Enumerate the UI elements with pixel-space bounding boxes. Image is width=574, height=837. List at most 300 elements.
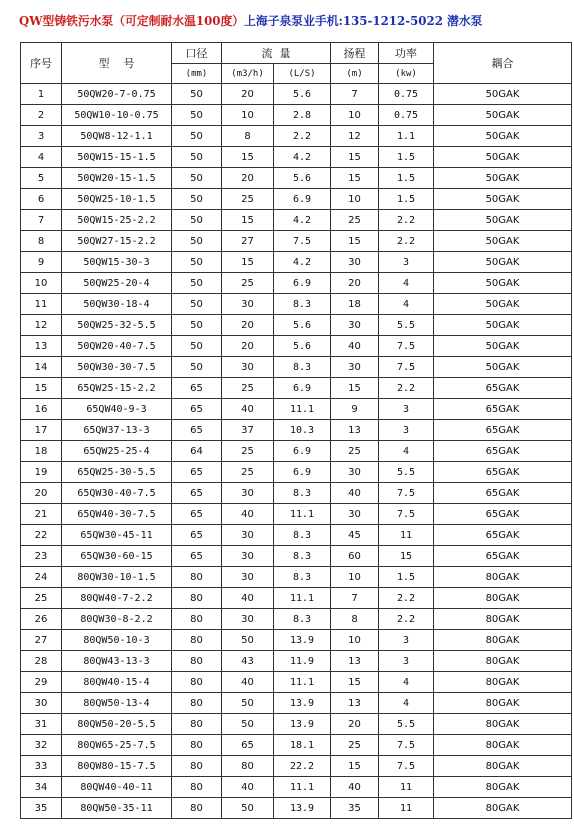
- cell-head: 45: [331, 525, 379, 546]
- table-row: [21, 189, 572, 210]
- cell-caliber: 50: [172, 147, 222, 168]
- cell-flow-m3h: 30: [222, 546, 274, 567]
- cell-model: 80QW50-20-5.5: [62, 714, 172, 735]
- cell-flow-m3h: 40: [222, 588, 274, 609]
- cell-caliber: 50: [172, 273, 222, 294]
- cell-index: 16: [21, 399, 62, 420]
- cell-index: 4: [21, 147, 62, 168]
- cell-head: 10: [331, 567, 379, 588]
- cell-flow-m3h: 40: [222, 672, 274, 693]
- cell-index: 17: [21, 420, 62, 441]
- cell-flow-m3h: 50: [222, 630, 274, 651]
- cell-head: 25: [331, 210, 379, 231]
- table-row: [21, 210, 572, 231]
- cell-flow-m3h: 25: [222, 378, 274, 399]
- cell-flow-ls: 13.9: [274, 714, 331, 735]
- cell-model: 50QW15-15-1.5: [62, 147, 172, 168]
- cell-flow-ls: 4.2: [274, 210, 331, 231]
- cell-flow-ls: 8.3: [274, 567, 331, 588]
- cell-coupling: 50GAK: [434, 105, 572, 126]
- cell-coupling: 80GAK: [434, 756, 572, 777]
- cell-flow-ls: 11.1: [274, 399, 331, 420]
- cell-power: 4: [379, 693, 434, 714]
- cell-head: 15: [331, 672, 379, 693]
- cell-index: 33: [21, 756, 62, 777]
- table-row: [21, 756, 572, 777]
- cell-coupling: 80GAK: [434, 651, 572, 672]
- cell-index: 8: [21, 231, 62, 252]
- cell-index: 15: [21, 378, 62, 399]
- cell-power: 5.5: [379, 714, 434, 735]
- cell-head: 15: [331, 147, 379, 168]
- table-row: [21, 651, 572, 672]
- cell-flow-m3h: 50: [222, 798, 274, 819]
- cell-flow-ls: 6.9: [274, 378, 331, 399]
- table-row: [21, 714, 572, 735]
- cell-head: 30: [331, 315, 379, 336]
- cell-flow-ls: 6.9: [274, 462, 331, 483]
- cell-coupling: 65GAK: [434, 441, 572, 462]
- cell-head: 10: [331, 630, 379, 651]
- cell-power: 7.5: [379, 483, 434, 504]
- cell-head: 40: [331, 336, 379, 357]
- cell-coupling: 80GAK: [434, 735, 572, 756]
- cell-index: 31: [21, 714, 62, 735]
- cell-model: 50QW25-32-5.5: [62, 315, 172, 336]
- cell-power: 3: [379, 651, 434, 672]
- cell-coupling: 50GAK: [434, 273, 572, 294]
- cell-model: 65QW25-15-2.2: [62, 378, 172, 399]
- cell-flow-ls: 8.3: [274, 609, 331, 630]
- cell-model: 80QW80-15-7.5: [62, 756, 172, 777]
- cell-caliber: 50: [172, 210, 222, 231]
- cell-caliber: 65: [172, 504, 222, 525]
- cell-index: 20: [21, 483, 62, 504]
- cell-model: 65QW30-45-11: [62, 525, 172, 546]
- table-row: [21, 294, 572, 315]
- cell-model: 65QW40-30-7.5: [62, 504, 172, 525]
- table-row: [21, 147, 572, 168]
- cell-model: 50QW25-20-4: [62, 273, 172, 294]
- cell-flow-m3h: 30: [222, 609, 274, 630]
- cell-head: 15: [331, 231, 379, 252]
- cell-flow-m3h: 50: [222, 693, 274, 714]
- cell-flow-ls: 6.9: [274, 441, 331, 462]
- cell-caliber: 50: [172, 315, 222, 336]
- unit-flow-ls: (L/S): [274, 64, 331, 84]
- cell-coupling: 50GAK: [434, 147, 572, 168]
- title-red-part: QW型铸铁污水泵（可定制耐水温100度）: [19, 14, 245, 28]
- cell-caliber: 80: [172, 693, 222, 714]
- table-row: [21, 315, 572, 336]
- cell-model: 80QW30-8-2.2: [62, 609, 172, 630]
- cell-power: 5.5: [379, 315, 434, 336]
- cell-flow-ls: 5.6: [274, 84, 331, 105]
- cell-caliber: 65: [172, 462, 222, 483]
- cell-flow-m3h: 65: [222, 735, 274, 756]
- cell-coupling: 50GAK: [434, 210, 572, 231]
- cell-flow-ls: 4.2: [274, 147, 331, 168]
- cell-flow-m3h: 80: [222, 756, 274, 777]
- cell-index: 25: [21, 588, 62, 609]
- table-row: [21, 252, 572, 273]
- cell-flow-m3h: 30: [222, 525, 274, 546]
- cell-power: 2.2: [379, 378, 434, 399]
- cell-model: 50QW8-12-1.1: [62, 126, 172, 147]
- table-row: [21, 168, 572, 189]
- cell-head: 7: [331, 588, 379, 609]
- table-row: [21, 273, 572, 294]
- cell-index: 23: [21, 546, 62, 567]
- cell-index: 24: [21, 567, 62, 588]
- cell-flow-ls: 11.1: [274, 777, 331, 798]
- cell-head: 35: [331, 798, 379, 819]
- cell-coupling: 65GAK: [434, 546, 572, 567]
- cell-index: 18: [21, 441, 62, 462]
- cell-head: 30: [331, 357, 379, 378]
- cell-index: 28: [21, 651, 62, 672]
- cell-power: 0.75: [379, 105, 434, 126]
- table-row: [21, 609, 572, 630]
- cell-model: 65QW25-25-4: [62, 441, 172, 462]
- cell-head: 7: [331, 84, 379, 105]
- cell-index: 11: [21, 294, 62, 315]
- cell-flow-ls: 2.8: [274, 105, 331, 126]
- cell-flow-ls: 8.3: [274, 294, 331, 315]
- cell-model: 50QW15-30-3: [62, 252, 172, 273]
- cell-flow-m3h: 43: [222, 651, 274, 672]
- cell-coupling: 80GAK: [434, 609, 572, 630]
- cell-coupling: 50GAK: [434, 231, 572, 252]
- cell-head: 30: [331, 252, 379, 273]
- cell-power: 5.5: [379, 462, 434, 483]
- cell-flow-ls: 8.3: [274, 483, 331, 504]
- cell-caliber: 50: [172, 84, 222, 105]
- cell-flow-ls: 11.1: [274, 672, 331, 693]
- cell-coupling: 80GAK: [434, 567, 572, 588]
- cell-caliber: 50: [172, 336, 222, 357]
- table-row: [21, 630, 572, 651]
- cell-flow-m3h: 25: [222, 189, 274, 210]
- table-row: [21, 693, 572, 714]
- cell-coupling: 50GAK: [434, 252, 572, 273]
- cell-flow-ls: 22.2: [274, 756, 331, 777]
- cell-caliber: 65: [172, 483, 222, 504]
- cell-flow-ls: 5.6: [274, 168, 331, 189]
- cell-flow-m3h: 15: [222, 252, 274, 273]
- cell-power: 11: [379, 777, 434, 798]
- page-title: [19, 6, 571, 36]
- table-row: [21, 441, 572, 462]
- cell-flow-ls: 11.1: [274, 588, 331, 609]
- cell-power: 3: [379, 420, 434, 441]
- cell-coupling: 80GAK: [434, 588, 572, 609]
- cell-power: 7.5: [379, 357, 434, 378]
- cell-flow-ls: 11.9: [274, 651, 331, 672]
- cell-flow-m3h: 40: [222, 777, 274, 798]
- cell-power: 4: [379, 273, 434, 294]
- cell-index: 3: [21, 126, 62, 147]
- table-row: [21, 462, 572, 483]
- cell-coupling: 80GAK: [434, 693, 572, 714]
- cell-power: 1.5: [379, 567, 434, 588]
- table-row: [21, 399, 572, 420]
- cell-caliber: 50: [172, 357, 222, 378]
- table-row: [21, 504, 572, 525]
- cell-flow-ls: 6.9: [274, 189, 331, 210]
- table-body: [21, 84, 572, 819]
- table-row: [21, 336, 572, 357]
- cell-flow-ls: 8.3: [274, 525, 331, 546]
- unit-caliber: (mm): [172, 64, 222, 84]
- cell-power: 7.5: [379, 504, 434, 525]
- cell-power: 1.1: [379, 126, 434, 147]
- cell-flow-ls: 5.6: [274, 315, 331, 336]
- cell-caliber: 65: [172, 546, 222, 567]
- cell-flow-m3h: 15: [222, 147, 274, 168]
- cell-caliber: 50: [172, 294, 222, 315]
- cell-model: 80QW50-13-4: [62, 693, 172, 714]
- cell-caliber: 50: [172, 105, 222, 126]
- cell-index: 7: [21, 210, 62, 231]
- cell-model: 65QW25-30-5.5: [62, 462, 172, 483]
- cell-index: 9: [21, 252, 62, 273]
- cell-head: 13: [331, 693, 379, 714]
- cell-index: 14: [21, 357, 62, 378]
- cell-model: 50QW20-15-1.5: [62, 168, 172, 189]
- cell-coupling: 65GAK: [434, 483, 572, 504]
- cell-coupling: 50GAK: [434, 168, 572, 189]
- table-row: [21, 546, 572, 567]
- cell-head: 40: [331, 483, 379, 504]
- cell-model: 80QW65-25-7.5: [62, 735, 172, 756]
- cell-coupling: 80GAK: [434, 672, 572, 693]
- cell-head: 15: [331, 756, 379, 777]
- cell-coupling: 50GAK: [434, 294, 572, 315]
- cell-flow-m3h: 8: [222, 126, 274, 147]
- header-power: 功率: [379, 43, 434, 64]
- cell-flow-m3h: 20: [222, 315, 274, 336]
- cell-head: 30: [331, 462, 379, 483]
- cell-power: 2.2: [379, 609, 434, 630]
- cell-index: 35: [21, 798, 62, 819]
- cell-flow-ls: 8.3: [274, 357, 331, 378]
- cell-model: 50QW20-40-7.5: [62, 336, 172, 357]
- table-row: [21, 84, 572, 105]
- cell-flow-m3h: 20: [222, 168, 274, 189]
- cell-index: 10: [21, 273, 62, 294]
- table-row: [21, 777, 572, 798]
- cell-model: 50QW27-15-2.2: [62, 231, 172, 252]
- cell-head: 8: [331, 609, 379, 630]
- cell-flow-ls: 5.6: [274, 336, 331, 357]
- cell-index: 1: [21, 84, 62, 105]
- cell-model: 80QW40-15-4: [62, 672, 172, 693]
- cell-index: 29: [21, 672, 62, 693]
- cell-caliber: 80: [172, 714, 222, 735]
- cell-model: 80QW30-10-1.5: [62, 567, 172, 588]
- cell-head: 15: [331, 168, 379, 189]
- cell-caliber: 50: [172, 252, 222, 273]
- cell-model: 50QW15-25-2.2: [62, 210, 172, 231]
- cell-flow-ls: 13.9: [274, 630, 331, 651]
- cell-flow-ls: 6.9: [274, 273, 331, 294]
- header-model: 型 号: [62, 43, 172, 84]
- cell-power: 11: [379, 525, 434, 546]
- cell-index: 6: [21, 189, 62, 210]
- cell-flow-m3h: 40: [222, 504, 274, 525]
- cell-power: 2.2: [379, 588, 434, 609]
- cell-flow-m3h: 15: [222, 210, 274, 231]
- cell-flow-ls: 10.3: [274, 420, 331, 441]
- table-row: [21, 378, 572, 399]
- table-row: [21, 672, 572, 693]
- cell-flow-m3h: 25: [222, 441, 274, 462]
- title-blue-part: 上海子泉泵业手机:135-1212-5022 潜水泵: [244, 14, 483, 28]
- table-row: [21, 105, 572, 126]
- cell-index: 12: [21, 315, 62, 336]
- cell-power: 3: [379, 630, 434, 651]
- cell-coupling: 65GAK: [434, 462, 572, 483]
- table-header-row: [21, 43, 572, 64]
- cell-caliber: 65: [172, 378, 222, 399]
- unit-head: (m): [331, 64, 379, 84]
- table-row: [21, 525, 572, 546]
- table-row: [21, 567, 572, 588]
- cell-flow-ls: 7.5: [274, 231, 331, 252]
- cell-head: 10: [331, 105, 379, 126]
- table-row: [21, 735, 572, 756]
- cell-index: 34: [21, 777, 62, 798]
- cell-flow-ls: 2.2: [274, 126, 331, 147]
- cell-model: 50QW10-10-0.75: [62, 105, 172, 126]
- cell-flow-ls: 13.9: [274, 798, 331, 819]
- cell-flow-m3h: 37: [222, 420, 274, 441]
- cell-head: 25: [331, 441, 379, 462]
- cell-caliber: 80: [172, 735, 222, 756]
- cell-coupling: 80GAK: [434, 777, 572, 798]
- cell-coupling: 65GAK: [434, 420, 572, 441]
- pump-spec-table: [20, 42, 572, 819]
- cell-caliber: 64: [172, 441, 222, 462]
- cell-power: 1.5: [379, 168, 434, 189]
- cell-flow-m3h: 30: [222, 567, 274, 588]
- cell-flow-m3h: 10: [222, 105, 274, 126]
- cell-coupling: 50GAK: [434, 336, 572, 357]
- cell-index: 30: [21, 693, 62, 714]
- cell-power: 3: [379, 399, 434, 420]
- cell-model: 80QW50-35-11: [62, 798, 172, 819]
- table-row: [21, 798, 572, 819]
- cell-model: 50QW30-18-4: [62, 294, 172, 315]
- cell-flow-m3h: 30: [222, 357, 274, 378]
- cell-head: 40: [331, 777, 379, 798]
- cell-coupling: 65GAK: [434, 399, 572, 420]
- cell-head: 60: [331, 546, 379, 567]
- cell-flow-ls: 13.9: [274, 693, 331, 714]
- cell-flow-m3h: 25: [222, 462, 274, 483]
- cell-power: 7.5: [379, 735, 434, 756]
- cell-head: 9: [331, 399, 379, 420]
- header-head: 扬程: [331, 43, 379, 64]
- cell-caliber: 80: [172, 672, 222, 693]
- cell-caliber: 65: [172, 525, 222, 546]
- header-coupling: 耦合: [434, 43, 572, 84]
- cell-index: 27: [21, 630, 62, 651]
- cell-index: 26: [21, 609, 62, 630]
- cell-head: 13: [331, 651, 379, 672]
- cell-model: 50QW20-7-0.75: [62, 84, 172, 105]
- header-caliber: 口径: [172, 43, 222, 64]
- cell-flow-m3h: 30: [222, 294, 274, 315]
- cell-flow-m3h: 20: [222, 84, 274, 105]
- cell-caliber: 50: [172, 189, 222, 210]
- cell-head: 30: [331, 504, 379, 525]
- cell-power: 3: [379, 252, 434, 273]
- cell-coupling: 65GAK: [434, 378, 572, 399]
- cell-head: 18: [331, 294, 379, 315]
- cell-power: 4: [379, 294, 434, 315]
- table-row: [21, 588, 572, 609]
- header-flow: 流 量: [222, 43, 331, 64]
- cell-caliber: 80: [172, 609, 222, 630]
- cell-flow-m3h: 20: [222, 336, 274, 357]
- cell-index: 2: [21, 105, 62, 126]
- cell-power: 4: [379, 441, 434, 462]
- cell-index: 5: [21, 168, 62, 189]
- cell-caliber: 65: [172, 420, 222, 441]
- cell-model: 80QW40-7-2.2: [62, 588, 172, 609]
- cell-power: 11: [379, 798, 434, 819]
- cell-model: 65QW30-40-7.5: [62, 483, 172, 504]
- cell-model: 80QW43-13-3: [62, 651, 172, 672]
- cell-head: 25: [331, 735, 379, 756]
- cell-coupling: 50GAK: [434, 126, 572, 147]
- cell-model: 50QW30-30-7.5: [62, 357, 172, 378]
- cell-flow-ls: 11.1: [274, 504, 331, 525]
- cell-coupling: 50GAK: [434, 357, 572, 378]
- cell-coupling: 80GAK: [434, 630, 572, 651]
- cell-coupling: 80GAK: [434, 798, 572, 819]
- cell-power: 7.5: [379, 756, 434, 777]
- cell-index: 32: [21, 735, 62, 756]
- cell-model: 50QW25-10-1.5: [62, 189, 172, 210]
- cell-model: 65QW40-9-3: [62, 399, 172, 420]
- cell-caliber: 80: [172, 588, 222, 609]
- cell-model: 80QW50-10-3: [62, 630, 172, 651]
- cell-head: 20: [331, 714, 379, 735]
- cell-caliber: 80: [172, 798, 222, 819]
- cell-coupling: 80GAK: [434, 714, 572, 735]
- cell-flow-m3h: 27: [222, 231, 274, 252]
- table-row: [21, 357, 572, 378]
- cell-index: 22: [21, 525, 62, 546]
- cell-coupling: 65GAK: [434, 504, 572, 525]
- cell-coupling: 50GAK: [434, 189, 572, 210]
- cell-model: 80QW40-40-11: [62, 777, 172, 798]
- table-row: [21, 231, 572, 252]
- table-row: [21, 126, 572, 147]
- table-row: [21, 483, 572, 504]
- cell-power: 2.2: [379, 210, 434, 231]
- cell-caliber: 80: [172, 567, 222, 588]
- cell-caliber: 50: [172, 126, 222, 147]
- cell-head: 10: [331, 189, 379, 210]
- cell-power: 0.75: [379, 84, 434, 105]
- header-index: 序号: [21, 43, 62, 84]
- cell-power: 4: [379, 672, 434, 693]
- cell-caliber: 50: [172, 168, 222, 189]
